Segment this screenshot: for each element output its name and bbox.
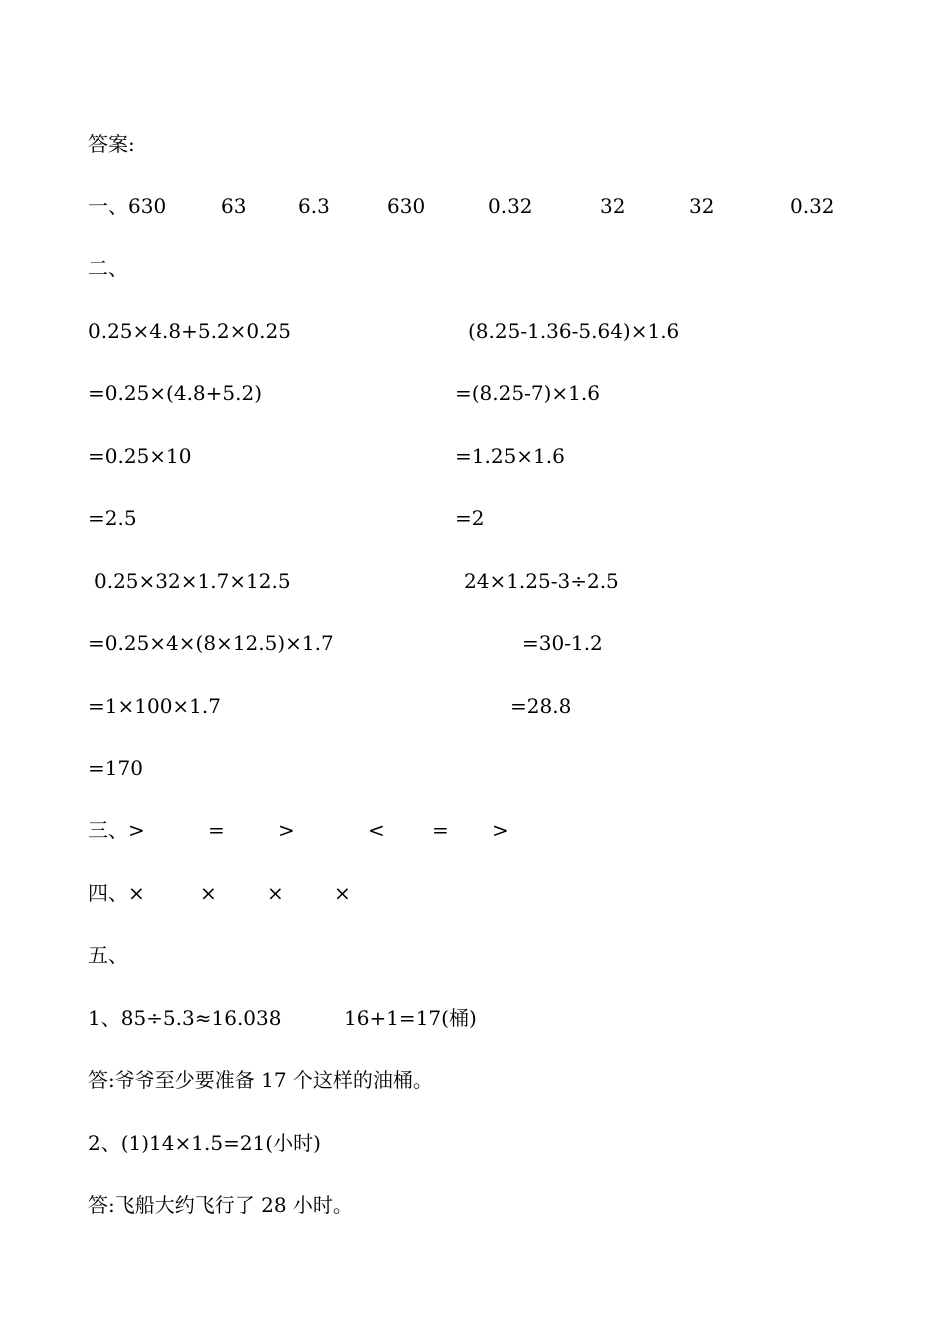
word-problem-1-calc: 1、85÷5.3≈16.038 bbox=[88, 1006, 282, 1030]
calc-step: =1×100×1.7 bbox=[88, 694, 221, 718]
calc-step: =0.25×(4.8+5.2) bbox=[88, 381, 263, 405]
calc-step: =(8.25-7)×1.6 bbox=[455, 381, 600, 405]
calc-step: 0.25×4.8+5.2×0.25 bbox=[88, 319, 291, 343]
section-3-label: 三、> bbox=[88, 818, 145, 842]
section-1-answer: 0.32 bbox=[488, 194, 533, 218]
section-4-label: 四、× bbox=[88, 881, 145, 905]
section-1-label: 一、630 bbox=[88, 194, 167, 218]
section-2-label: 二、 bbox=[88, 256, 128, 280]
calc-step: 0.25×32×1.7×12.5 bbox=[94, 569, 291, 593]
comparison-answer: = bbox=[208, 818, 225, 842]
comparison-answer: > bbox=[492, 818, 509, 842]
section-1-answer: 32 bbox=[689, 194, 715, 218]
answer-heading: 答案: bbox=[88, 132, 135, 156]
calc-step: =28.8 bbox=[510, 694, 572, 718]
true-false-answer: × bbox=[267, 881, 284, 905]
section-1-answer: 63 bbox=[221, 194, 247, 218]
true-false-answer: × bbox=[334, 881, 351, 905]
calc-step: =2 bbox=[455, 506, 485, 530]
section-1-answer: 630 bbox=[387, 194, 426, 218]
calc-step: (8.25-1.36-5.64)×1.6 bbox=[468, 319, 680, 343]
word-problem-2-answer: 答:飞船大约飞行了 28 小时。 bbox=[88, 1193, 353, 1217]
calc-step: =0.25×4×(8×12.5)×1.7 bbox=[88, 631, 334, 655]
word-problem-2-calc: 2、(1)14×1.5=21(小时) bbox=[88, 1131, 321, 1155]
calc-step: 24×1.25-3÷2.5 bbox=[464, 569, 619, 593]
section-1-answer: 0.32 bbox=[790, 194, 835, 218]
section-5-label: 五、 bbox=[88, 943, 128, 967]
section-1-answer: 6.3 bbox=[298, 194, 330, 218]
section-1-answer: 32 bbox=[600, 194, 626, 218]
comparison-answer: > bbox=[278, 818, 295, 842]
comparison-answer: = bbox=[432, 818, 449, 842]
calc-step: =170 bbox=[88, 756, 143, 780]
comparison-answer: < bbox=[368, 818, 385, 842]
word-problem-1-calc-2: 16+1=17(桶) bbox=[344, 1006, 477, 1030]
word-problem-1-answer: 答:爷爷至少要准备 17 个这样的油桶。 bbox=[88, 1068, 433, 1092]
true-false-answer: × bbox=[200, 881, 217, 905]
calc-step: =30-1.2 bbox=[522, 631, 603, 655]
calc-step: =0.25×10 bbox=[88, 444, 192, 468]
calc-step: =2.5 bbox=[88, 506, 137, 530]
calc-step: =1.25×1.6 bbox=[455, 444, 565, 468]
